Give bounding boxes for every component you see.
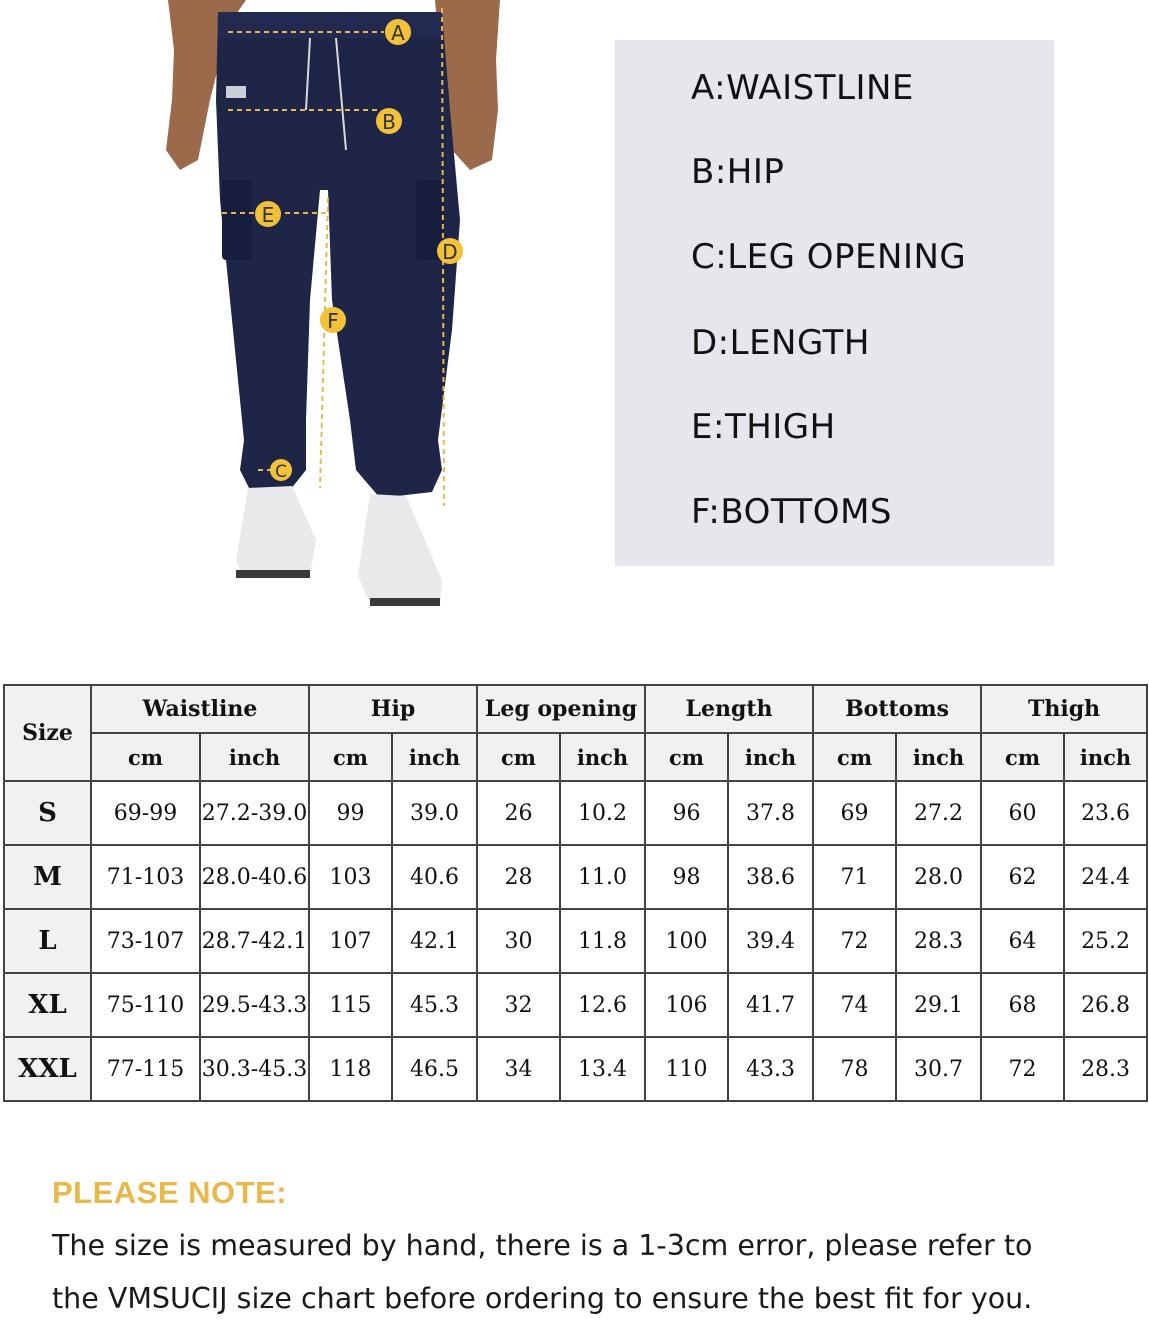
measurement-cell: 34 xyxy=(477,1037,560,1101)
measurement-cell: 30 xyxy=(477,909,560,973)
size-chart-table xyxy=(3,684,1148,1102)
measurement-cell: 28.7-42.1 xyxy=(200,909,309,973)
marker-e xyxy=(255,201,281,227)
size-label-cell: L xyxy=(4,909,91,973)
legend-item-leg-opening: C:LEG OPENING xyxy=(691,237,967,277)
unit-header-inch: inch xyxy=(728,733,813,781)
measurement-cell: 13.4 xyxy=(560,1037,645,1101)
note-text-line-2: the VMSUCIJ size chart before ordering to ensure the best fit for you. xyxy=(52,1282,1033,1315)
marker-a xyxy=(385,19,411,45)
measurement-cell: 68 xyxy=(981,973,1064,1037)
legend-item-length: D:LENGTH xyxy=(691,323,870,363)
measurement-cell: 28.3 xyxy=(896,909,981,973)
legend-item-bottoms: F:BOTTOMS xyxy=(691,492,892,532)
marker-f xyxy=(320,307,346,333)
measurement-cell: 69-99 xyxy=(91,781,200,845)
measurement-cell: 11.0 xyxy=(560,845,645,909)
group-header-bottoms: Bottoms xyxy=(813,685,981,733)
measurement-cell: 28.3 xyxy=(1064,1037,1147,1101)
group-header-length: Length xyxy=(645,685,813,733)
unit-header-cm: cm xyxy=(91,733,200,781)
measurement-cell: 96 xyxy=(645,781,728,845)
measurement-cell: 110 xyxy=(645,1037,728,1101)
measurement-cell: 62 xyxy=(981,845,1064,909)
table-row xyxy=(4,1037,1147,1101)
measurement-cell: 26 xyxy=(477,781,560,845)
measurement-cell: 69 xyxy=(813,781,896,845)
pants-illustration xyxy=(160,0,510,610)
note-title: PLEASE NOTE: xyxy=(52,1175,288,1210)
measurement-cell: 43.3 xyxy=(728,1037,813,1101)
unit-header-inch: inch xyxy=(200,733,309,781)
legend-item-waistline: A:WAISTLINE xyxy=(691,68,914,108)
legend-item-hip: B:HIP xyxy=(691,152,785,192)
measurement-cell: 25.2 xyxy=(1064,909,1147,973)
measurement-cell: 28 xyxy=(477,845,560,909)
measurement-cell: 29.5-43.3 xyxy=(200,973,309,1037)
table-row xyxy=(4,845,1147,909)
measurement-cell: 73-107 xyxy=(91,909,200,973)
unit-header-cm: cm xyxy=(981,733,1064,781)
measurement-cell: 75-110 xyxy=(91,973,200,1037)
measurement-cell: 26.8 xyxy=(1064,973,1147,1037)
measurement-cell: 74 xyxy=(813,973,896,1037)
measurement-cell: 106 xyxy=(645,973,728,1037)
measurement-cell: 39.0 xyxy=(392,781,477,845)
measurement-cell: 103 xyxy=(309,845,392,909)
group-header-hip: Hip xyxy=(309,685,477,733)
svg-text:C: C xyxy=(275,462,287,482)
measurement-cell: 60 xyxy=(981,781,1064,845)
size-table-body xyxy=(4,781,1147,1101)
group-header-thigh: Thigh xyxy=(981,685,1147,733)
measurement-cell: 45.3 xyxy=(392,973,477,1037)
measurement-cell: 12.6 xyxy=(560,973,645,1037)
legend-item-thigh: E:THIGH xyxy=(691,407,836,447)
measurement-cell: 32 xyxy=(477,973,560,1037)
measurement-cell: 98 xyxy=(645,845,728,909)
unit-header-inch: inch xyxy=(560,733,645,781)
svg-text:D: D xyxy=(442,240,458,264)
measurement-cell: 78 xyxy=(813,1037,896,1101)
unit-header-cm: cm xyxy=(477,733,560,781)
unit-header-cm: cm xyxy=(309,733,392,781)
measurement-cell: 28.0-40.6 xyxy=(200,845,309,909)
measurement-cell: 37.8 xyxy=(728,781,813,845)
measurement-cell: 107 xyxy=(309,909,392,973)
measurement-cell: 42.1 xyxy=(392,909,477,973)
pants-measurement-figure xyxy=(160,0,510,610)
measurement-cell: 71-103 xyxy=(91,845,200,909)
measurement-cell: 115 xyxy=(309,973,392,1037)
measurement-cell: 72 xyxy=(813,909,896,973)
measurement-cell: 39.4 xyxy=(728,909,813,973)
note-text-line-1: The size is measured by hand, there is a 1-3cm error, please refer to xyxy=(52,1229,1033,1262)
measurement-cell: 27.2-39.0 xyxy=(200,781,309,845)
measurement-cell: 118 xyxy=(309,1037,392,1101)
measurement-legend xyxy=(615,40,1054,566)
measurement-cell: 41.7 xyxy=(728,973,813,1037)
measurement-cell: 30.7 xyxy=(896,1037,981,1101)
size-label-cell: XXL xyxy=(4,1037,91,1101)
marker-d xyxy=(437,238,463,264)
table-row xyxy=(4,781,1147,845)
table-row xyxy=(4,909,1147,973)
measurement-cell: 24.4 xyxy=(1064,845,1147,909)
unit-header-inch: inch xyxy=(1064,733,1147,781)
size-label-cell: M xyxy=(4,845,91,909)
measurement-cell: 46.5 xyxy=(392,1037,477,1101)
measurement-cell: 27.2 xyxy=(896,781,981,845)
svg-text:B: B xyxy=(382,110,396,134)
size-column-header: Size xyxy=(4,685,91,781)
unit-header-cm: cm xyxy=(813,733,896,781)
size-label-cell: XL xyxy=(4,973,91,1037)
svg-text:E: E xyxy=(261,203,275,227)
group-header-leg-opening: Leg opening xyxy=(477,685,645,733)
table-row xyxy=(4,973,1147,1037)
measurement-cell: 23.6 xyxy=(1064,781,1147,845)
measurement-cell: 40.6 xyxy=(392,845,477,909)
group-header-waistline: Waistline xyxy=(91,685,309,733)
svg-text:F: F xyxy=(327,309,339,333)
measurement-cell: 38.6 xyxy=(728,845,813,909)
measurement-cell: 30.3-45.3 xyxy=(200,1037,309,1101)
unit-header-inch: inch xyxy=(896,733,981,781)
marker-b xyxy=(376,108,402,134)
unit-header-inch: inch xyxy=(392,733,477,781)
measurement-cell: 77-115 xyxy=(91,1037,200,1101)
measurement-cell: 11.8 xyxy=(560,909,645,973)
measurement-cell: 72 xyxy=(981,1037,1064,1101)
measurement-cell: 29.1 xyxy=(896,973,981,1037)
measurement-cell: 100 xyxy=(645,909,728,973)
measurement-cell: 71 xyxy=(813,845,896,909)
size-label-cell: S xyxy=(4,781,91,845)
measurement-cell: 99 xyxy=(309,781,392,845)
svg-text:A: A xyxy=(391,21,405,45)
measurement-cell: 28.0 xyxy=(896,845,981,909)
measurement-cell: 64 xyxy=(981,909,1064,973)
measurement-cell: 10.2 xyxy=(560,781,645,845)
unit-header-cm: cm xyxy=(645,733,728,781)
